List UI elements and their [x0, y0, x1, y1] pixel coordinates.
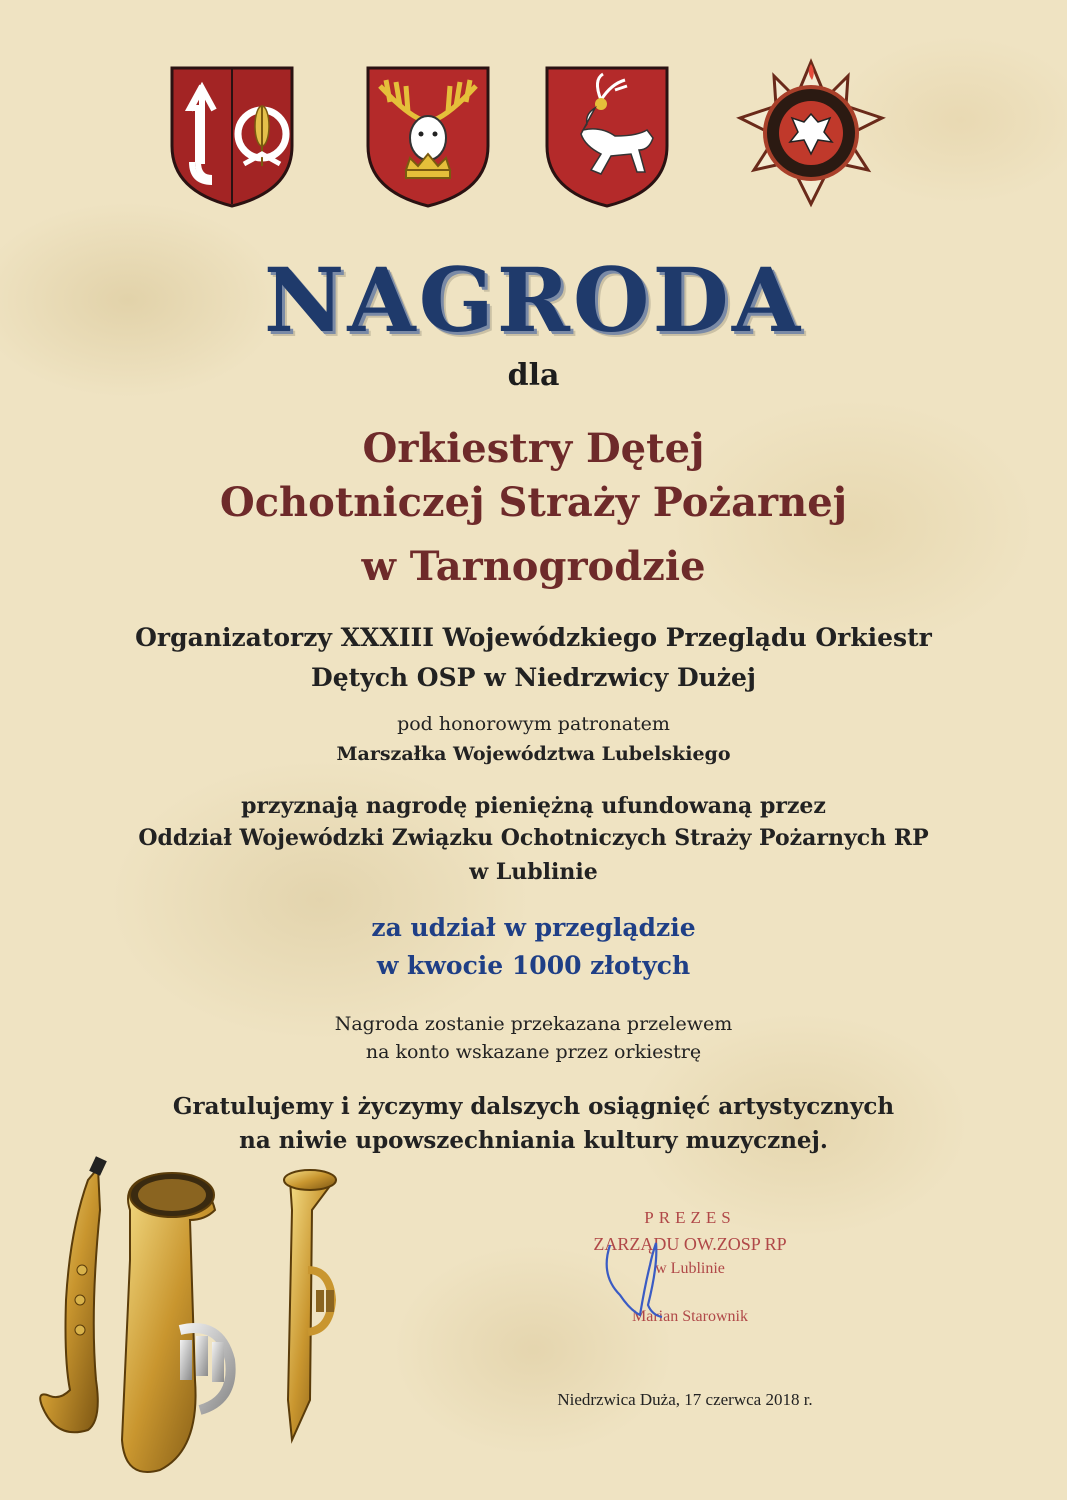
stamp-city: w Lublinie [655, 1260, 725, 1277]
congrats-line-1: Gratulujemy i życzymy dalszych osiągnięć artystycznych [172, 1093, 895, 1120]
organizers-line-2: Dętych OSP w Niedrzwicy Dużej [311, 663, 756, 692]
organizers-line-1: Organizatorzy XXXIII Wojewódzkiego Przeglądu Orkiestr [135, 623, 932, 652]
patronage-line-1: pod honorowym patronatem [397, 713, 670, 735]
brass-instruments-illustration [30, 1150, 360, 1490]
recipient-line-3: w Tarnogrodzie [361, 543, 706, 590]
zosp-emblem-icon [736, 58, 886, 208]
reason-line-2: w kwocie 1000 złotych [376, 951, 691, 980]
handwritten-signature [590, 1215, 740, 1335]
lublin-region-hart-icon [545, 66, 669, 208]
reason-line-1: za udział w przeglądzie [371, 913, 696, 942]
recipient-line-1: Orkiestry Dętej [362, 425, 705, 472]
stamp-board: ZARZĄDU OW.ZOSP RP [593, 1234, 787, 1254]
place-and-date: Niedrzwica Duża, 17 czerwca 2018 r. [557, 1390, 813, 1409]
for-word: dla [507, 358, 560, 393]
award-line-3: w Lublinie [469, 859, 598, 885]
note-line-2: na konto wskazane przez orkiestrę [365, 1041, 702, 1063]
recipient-line-2: Ochotniczej Straży Pożarnej [219, 479, 848, 526]
award-line-2: Oddział Wojewódzki Związku Ochotniczych Straży Pożarnych RP [138, 825, 929, 851]
patronage-line-2: Marszałka Województwa Lubelskiego [336, 743, 731, 765]
stamp-title: PREZES [644, 1208, 736, 1227]
award-line-1: przyznają nagrodę pieniężną ufundowaną przez [241, 793, 826, 819]
stamp-name: Marian Starownik [632, 1308, 748, 1325]
congrats-line-2: na niwie upowszechniania kultury muzycznej. [239, 1127, 828, 1154]
award-title: NAGRODA [263, 248, 804, 352]
tarnogrod-coat-of-arms-icon [170, 66, 294, 208]
lubelskie-coat-of-arms-icon [366, 66, 490, 208]
note-line-1: Nagroda zostanie przekazana przelewem [334, 1013, 733, 1035]
